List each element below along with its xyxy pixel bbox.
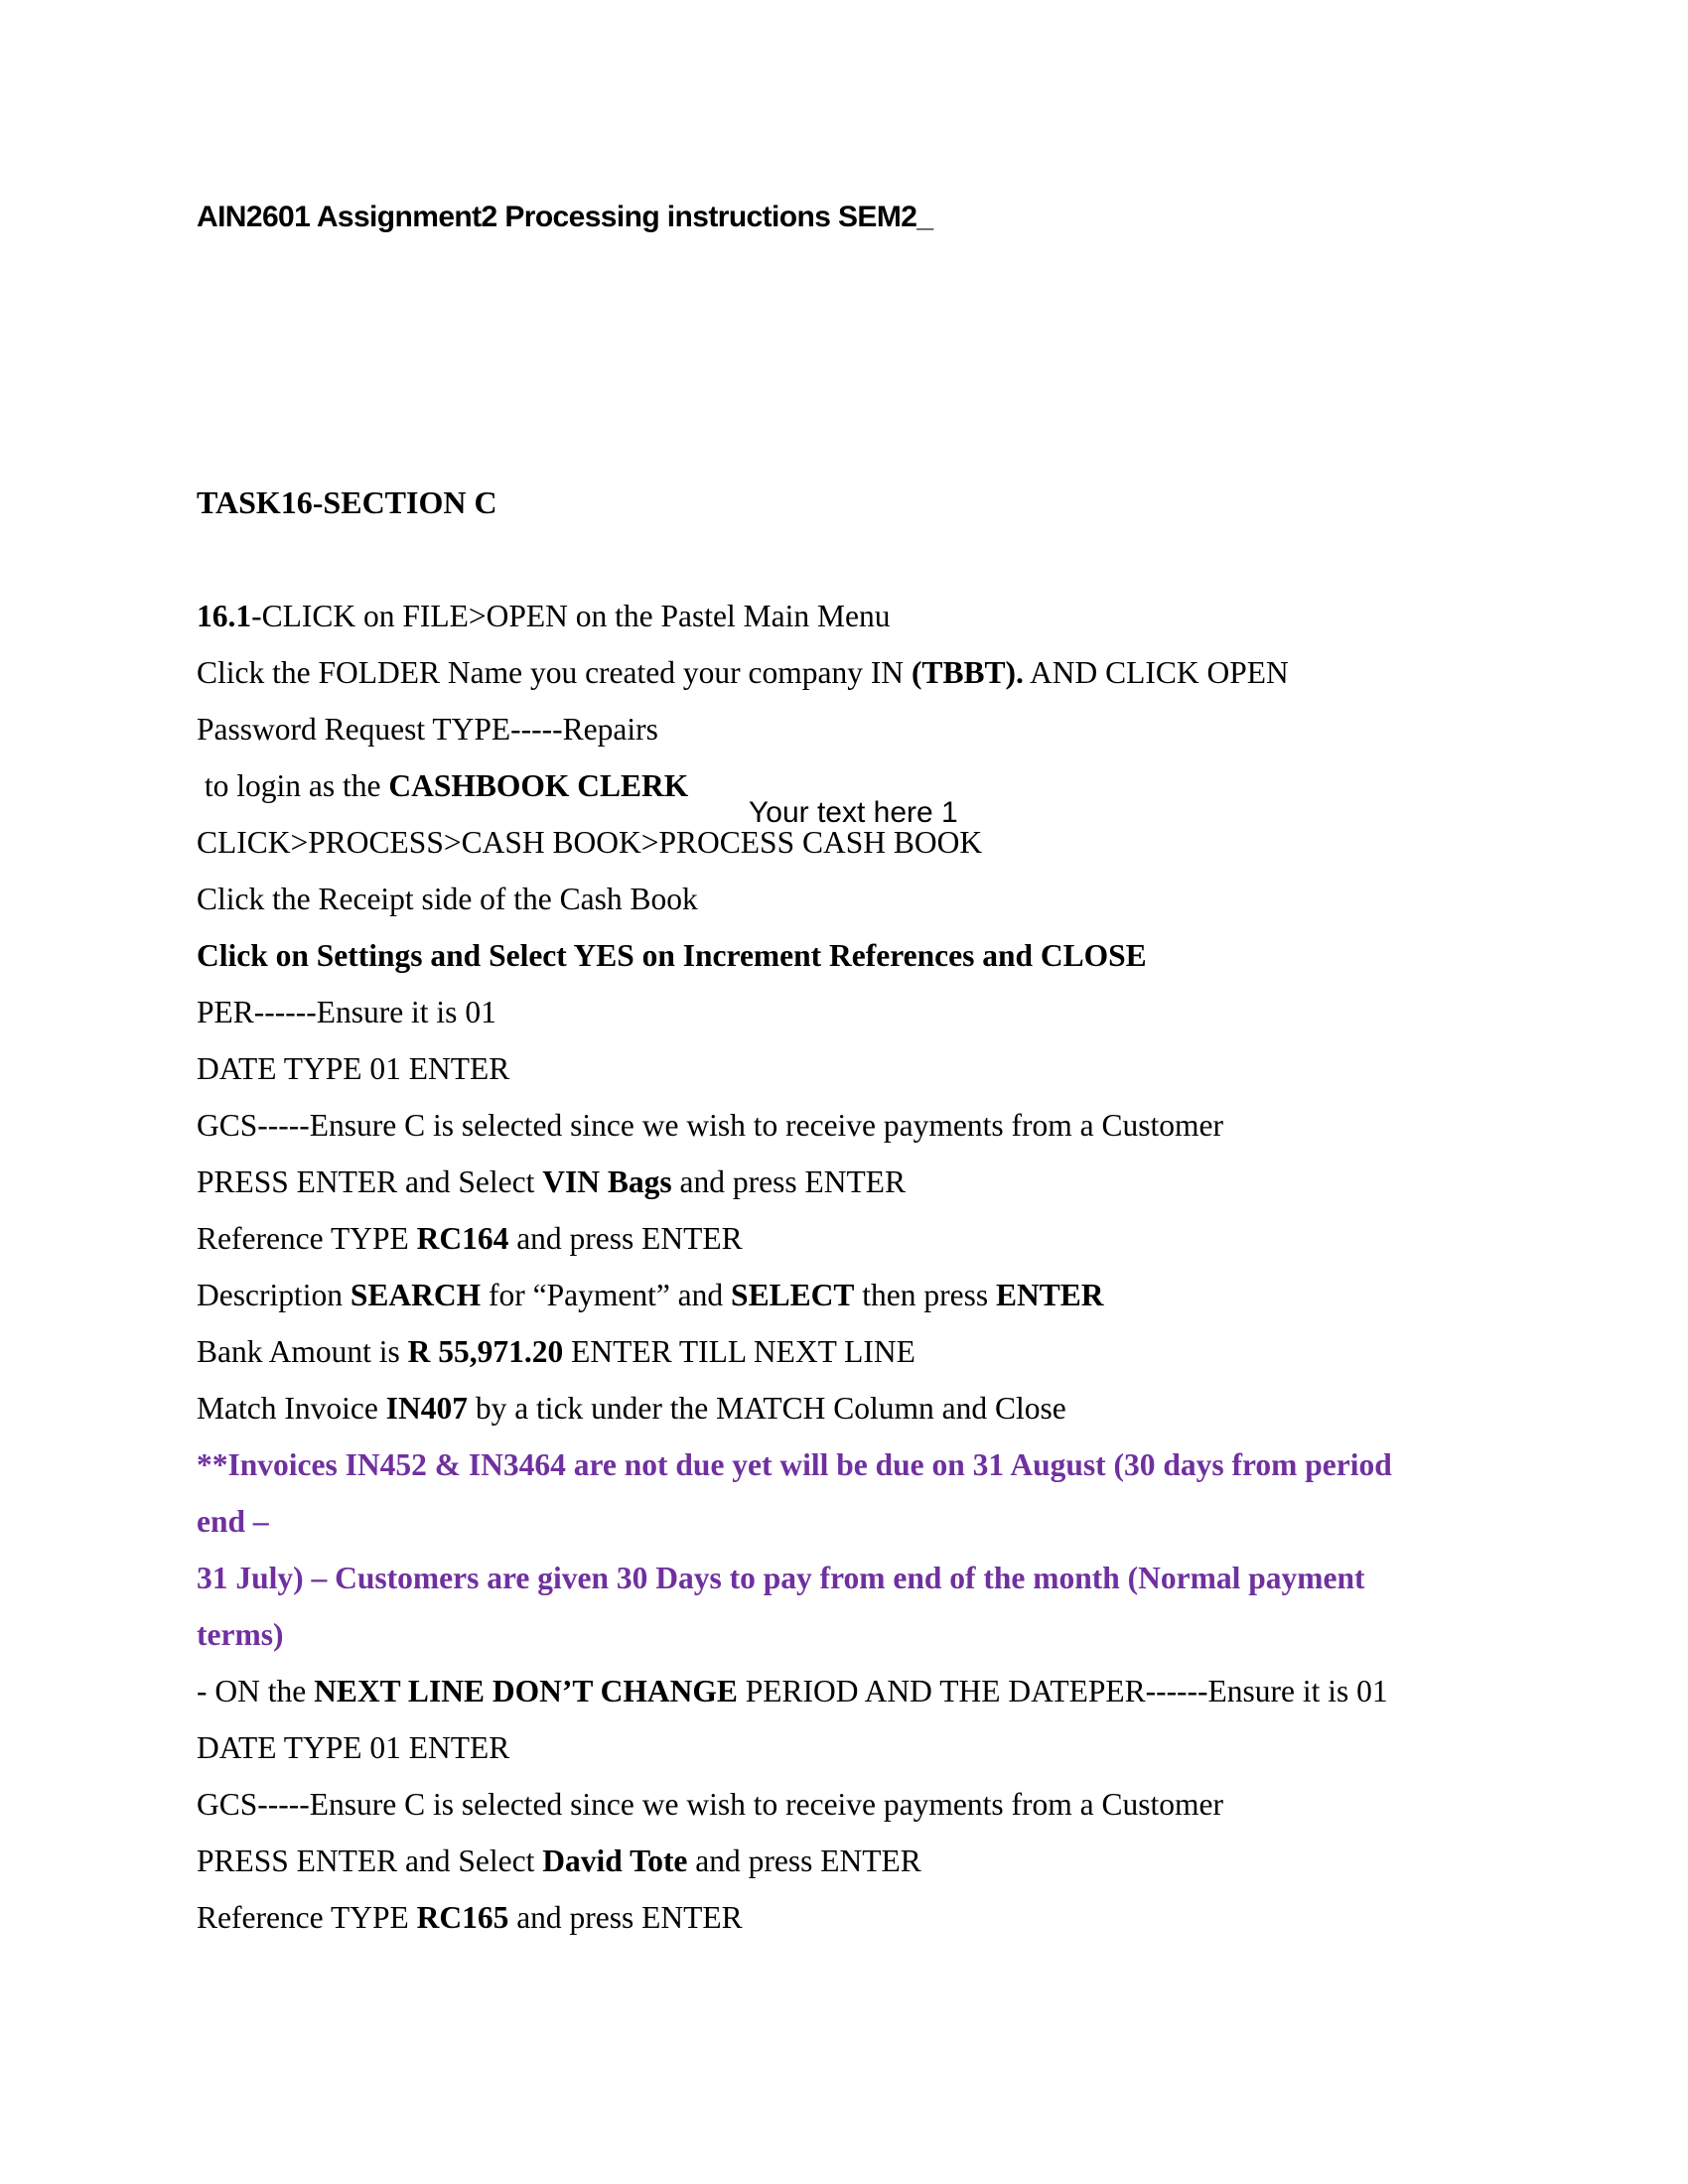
overlay-text-box[interactable]: Your text here 1 bbox=[749, 796, 958, 829]
text: DATE TYPE 01 ENTER bbox=[197, 1730, 510, 1765]
instruction-line bbox=[197, 927, 1487, 984]
bold-text: RC165 bbox=[416, 1900, 509, 1935]
instruction-line bbox=[197, 871, 1487, 927]
text: then press bbox=[854, 1278, 996, 1312]
text: PERIOD AND THE DATEPER------Ensure it is 01 bbox=[737, 1674, 1388, 1708]
text: PRESS ENTER and Select bbox=[197, 1843, 543, 1878]
note-line bbox=[197, 1436, 1487, 1493]
text: DATE TYPE 01 ENTER bbox=[197, 1051, 510, 1086]
text: GCS-----Ensure C is selected since we wish to receive payments from a Customer bbox=[197, 1108, 1223, 1143]
text: and press ENTER bbox=[508, 1900, 743, 1935]
note-line bbox=[197, 1550, 1487, 1606]
bold-text: (TBBT). bbox=[911, 655, 1024, 690]
text: by a tick under the MATCH Column and Close bbox=[467, 1391, 1066, 1426]
bold-text: R 55,971.20 bbox=[407, 1334, 564, 1369]
text: end – bbox=[197, 1504, 269, 1539]
text: Reference TYPE bbox=[197, 1221, 417, 1256]
bold-text: IN407 bbox=[385, 1391, 468, 1426]
instruction-line bbox=[197, 1323, 1487, 1380]
text: Click the FOLDER Name you created your company IN bbox=[197, 655, 912, 690]
text: terms) bbox=[197, 1617, 284, 1652]
instruction-line bbox=[197, 1776, 1487, 1833]
bold-text: David Tote bbox=[542, 1843, 688, 1878]
text: 31 July) – Customers are given 30 Days to pay from end of the month (Normal payment bbox=[197, 1561, 1365, 1595]
text: -CLICK on FILE>OPEN on the Pastel Main Menu bbox=[251, 599, 891, 633]
text: - ON the bbox=[197, 1674, 315, 1708]
text: to login as the bbox=[197, 768, 389, 803]
instruction-line bbox=[197, 1889, 1487, 1946]
document-title: AIN2601 Assignment2 Processing instructions SEM2_ bbox=[197, 201, 933, 233]
text: Description bbox=[197, 1278, 351, 1312]
instruction-line bbox=[197, 1210, 1487, 1267]
text: and press ENTER bbox=[687, 1843, 921, 1878]
instruction-line bbox=[197, 701, 1487, 757]
bold-text: 16.1 bbox=[197, 599, 252, 633]
bold-text: CASHBOOK CLERK bbox=[388, 768, 689, 803]
text: AND CLICK OPEN bbox=[1023, 655, 1289, 690]
text: and press ENTER bbox=[508, 1221, 743, 1256]
text: Bank Amount is bbox=[197, 1334, 408, 1369]
text: for “Payment” and bbox=[481, 1278, 732, 1312]
note-line bbox=[197, 1493, 1487, 1550]
bold-text: SEARCH bbox=[350, 1278, 482, 1312]
note-line bbox=[197, 1606, 1487, 1663]
instruction-line bbox=[197, 1663, 1487, 1719]
instruction-line bbox=[197, 1380, 1487, 1436]
instruction-line bbox=[197, 588, 1487, 644]
text: and press ENTER bbox=[671, 1164, 906, 1199]
text: Click the Receipt side of the Cash Book bbox=[197, 882, 698, 916]
text: PRESS ENTER and Select bbox=[197, 1164, 543, 1199]
bold-text: VIN Bags bbox=[542, 1164, 672, 1199]
instruction-line bbox=[197, 1097, 1487, 1154]
bold-text: SELECT bbox=[731, 1278, 855, 1312]
text: **Invoices IN452 & IN3464 are not due yet will be due on 31 August (30 days from period bbox=[197, 1447, 1392, 1482]
bold-text: RC164 bbox=[416, 1221, 509, 1256]
instruction-line bbox=[197, 1719, 1487, 1776]
bold-text: ENTER bbox=[995, 1278, 1104, 1312]
text: Reference TYPE bbox=[197, 1900, 417, 1935]
bold-text: Click on Settings and Select YES on Increment References and CLOSE bbox=[197, 938, 1147, 973]
text: GCS-----Ensure C is selected since we wish to receive payments from a Customer bbox=[197, 1787, 1223, 1822]
text: PER------Ensure it is 01 bbox=[197, 995, 496, 1029]
text: ENTER TILL NEXT LINE bbox=[563, 1334, 915, 1369]
instruction-line bbox=[197, 1267, 1487, 1323]
bold-text: NEXT LINE DON’T CHANGE bbox=[314, 1674, 738, 1708]
instruction-line bbox=[197, 1040, 1487, 1097]
instructions-body bbox=[197, 588, 1487, 1946]
text: Password Request TYPE-----Repairs bbox=[197, 712, 658, 747]
text: Match Invoice bbox=[197, 1391, 386, 1426]
text: CLICK>PROCESS>CASH BOOK>PROCESS CASH BOOK bbox=[197, 825, 983, 860]
instruction-line bbox=[197, 1154, 1487, 1210]
section-heading: TASK16-SECTION C bbox=[197, 484, 497, 520]
instruction-line bbox=[197, 644, 1487, 701]
instruction-line bbox=[197, 984, 1487, 1040]
instruction-line bbox=[197, 1833, 1487, 1889]
